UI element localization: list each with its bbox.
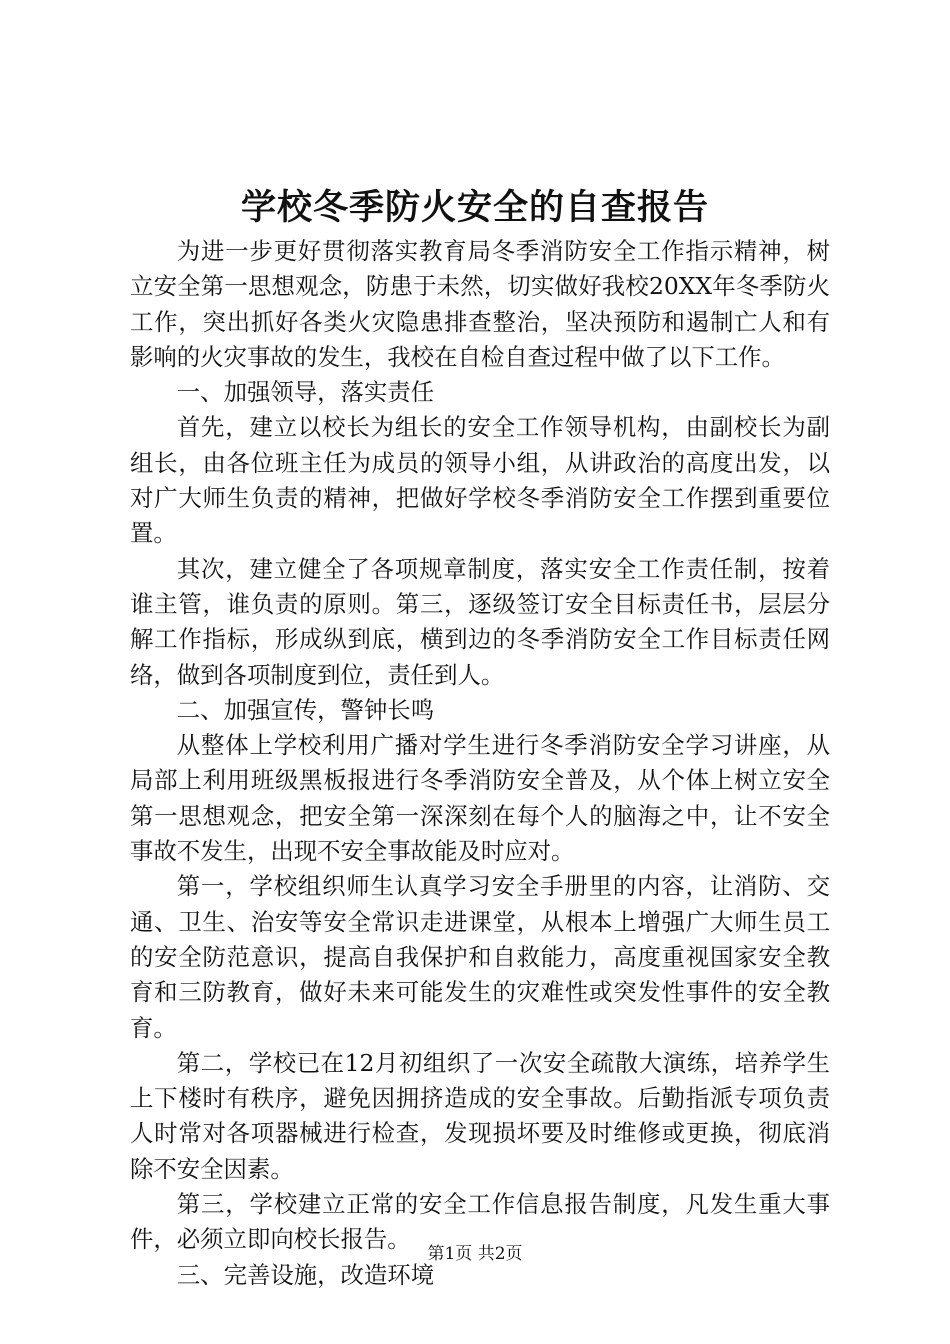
paragraph-leadership: 首先，建立以校长为组长的安全工作领导机构，由副校长为副组长，由各位班主任为成员的领导小组，从讲政治的高度出发，以对广大师生负责的精神，把做好学校冬季消防安全工作摆到重要位置。 [130,413,830,548]
section-heading-2: 二、加强宣传，警钟长鸣 [176,695,435,724]
paragraph-second: 第二，学校已在12月初组织了一次安全疏散大演练，培养学生上下楼时有秩序，避免因拥挤造成的安全事故。后勤指派专项负责人时常对各项器械进行检查，发现损坏要及时维修或更换，彻底消除不安全因素。 [130,1048,830,1183]
paragraph-third: 第三，学校建立正常的安全工作信息报告制度，凡发生重大事件，必须立即向校长报告。 [130,1190,830,1254]
document-title: 学校冬季防火安全的自查报告 [240,188,709,228]
section-heading-3: 三、完善设施，改造环境 [176,1260,435,1289]
paragraph-publicity: 从整体上学校利用广播对学生进行冬季消防安全学习讲座，从局部上利用班级黑板报进行冬季消防安全普及，从个体上树立安全第一思想观念，把安全第一深深刻在每个人的脑海之中，让不安全事故不发生，出现不安全事故能及时应对。 [130,731,830,866]
paragraph-intro: 为进一步更好贯彻落实教育局冬季消防安全工作指示精神，树立安全第一思想观念，防患于未然，切实做好我校20XX年冬季防火工作，突出抓好各类火灾隐患排查整治，坚决预防和遏制亡人和有影响的火灾事故的发生，我校在自检自查过程中做了以下工作。 [130,237,830,371]
paragraph-rules: 其次，建立健全了各项规章制度，落实安全工作责任制，按着谁主管，谁负责的原则。第三，逐级签订安全目标责任书，层层分解工作指标，形成纵到底，横到边的冬季消防安全工作目标责任网络，做到各项制度到位，责任到人。 [130,554,830,689]
paragraph-first: 第一，学校组织师生认真学习安全手册里的内容，让消防、交通、卫生、治安等安全常识走进课堂，从根本上增强广大师生员工的安全防范意识，提高自我保护和自救能力，高度重视国家安全教育和三防教育，做好未来可能发生的灾难性或突发性事件的安全教育。 [130,872,830,1042]
document-body [130,234,830,1293]
page-footer: 第1页 共2页 [427,1244,523,1264]
section-heading-1: 一、加强领导，落实责任 [176,378,435,407]
